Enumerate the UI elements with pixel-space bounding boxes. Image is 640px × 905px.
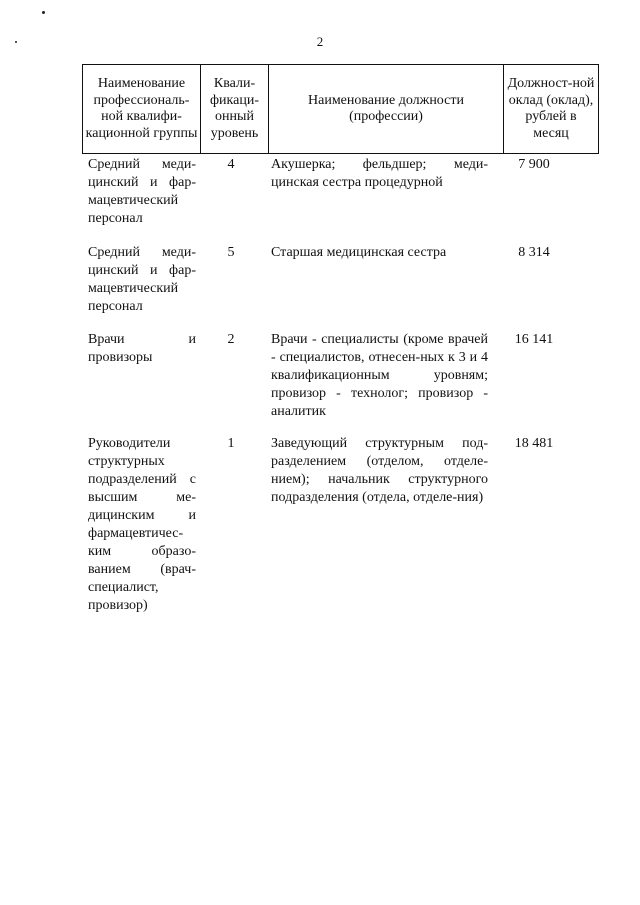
header-row	[83, 65, 599, 154]
row-4-level: 1	[227, 436, 235, 451]
row-2-position: Старшая медицинская сестра	[271, 245, 447, 260]
row-1-group: Средний меди-цинский и фар-мацевтический персонал	[88, 157, 196, 226]
table-header	[82, 64, 599, 154]
row-1-salary: 7 900	[518, 157, 550, 172]
row-4-position: Заведующий структурным под-разделением (отделом, отделе-нием); начальник структурного подразделения (отдела, отделе-ния)	[271, 436, 488, 505]
row-2-salary: 8 314	[518, 245, 550, 260]
header-position: Наименование должности (профессии)	[269, 65, 504, 154]
row-3-group: Врачи и провизоры	[88, 332, 196, 365]
scan-speck	[42, 11, 45, 14]
header-salary: Должност-ной оклад (оклад), рублей в месяц	[504, 65, 599, 154]
row-3-position: Врачи - специалисты (кроме врачей - специалистов, отнесен-ных к 3 и 4 квалификационным уровням; провизор - технолог; провизор - аналитик	[271, 332, 488, 419]
row-3-salary: 16 141	[514, 332, 554, 347]
row-1-position: Акушерка; фельдшер; меди-цинская сестра процедурной	[271, 157, 488, 190]
header-group: Наименование профессиональ-ной квалифи-кационной группы	[83, 65, 201, 154]
row-4-salary: 18 481	[514, 436, 554, 451]
row-3-level: 2	[227, 332, 235, 347]
header-level: Квали-фикаци-онный уровень	[201, 65, 269, 154]
row-2-group: Средний меди-цинский и фар-мацевтический персонал	[88, 245, 196, 314]
row-1-level: 4	[227, 157, 235, 172]
row-4-group: Руководители структурных подразделений с высшим ме-дицинским и фармацевтичес-ким образо-ванием (врач-специалист, провизор)	[88, 436, 196, 613]
row-2-level: 5	[227, 245, 235, 260]
page-number: 2	[316, 34, 324, 49]
